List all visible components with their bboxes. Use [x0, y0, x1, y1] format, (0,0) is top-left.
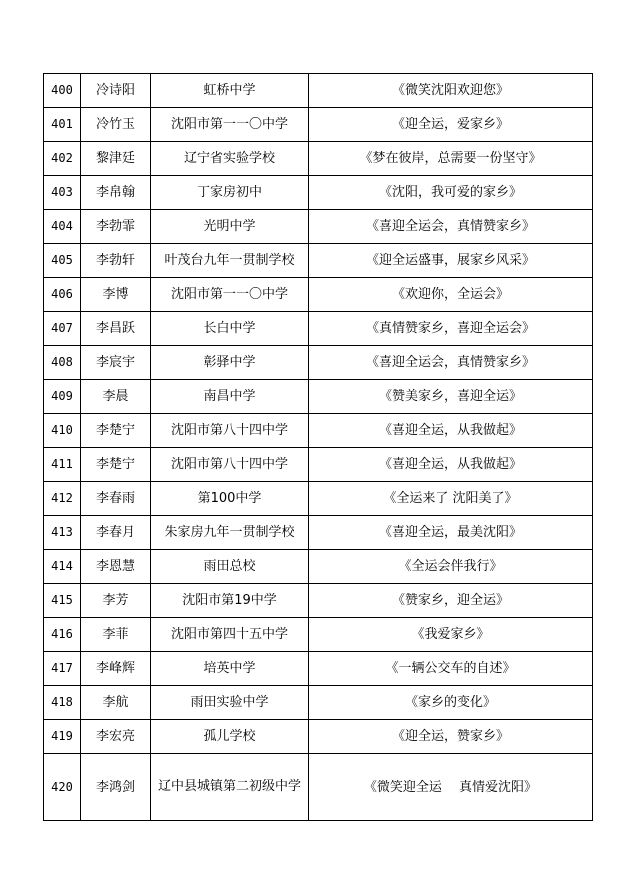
essay-title: 《喜迎全运会，真情赞家乡》	[309, 346, 593, 380]
student-name: 李博	[81, 278, 151, 312]
table-row	[44, 754, 593, 821]
school-name: 叶茂台九年一贯制学校	[151, 244, 309, 278]
essay-title: 《我爱家乡》	[309, 618, 593, 652]
essay-title: 《赞美家乡，喜迎全运》	[309, 380, 593, 414]
student-name: 李宸宇	[81, 346, 151, 380]
school-name: 雨田实验中学	[151, 686, 309, 720]
table-row	[44, 142, 593, 176]
school-name: 光明中学	[151, 210, 309, 244]
essay-title: 《梦在彼岸，总需要一份坚守》	[309, 142, 593, 176]
row-number: 416	[44, 618, 81, 652]
row-number: 417	[44, 652, 81, 686]
essay-title: 《赞家乡，迎全运》	[309, 584, 593, 618]
table-row	[44, 584, 593, 618]
row-number: 407	[44, 312, 81, 346]
essay-title: 《微笑沈阳欢迎您》	[309, 74, 593, 108]
table-row	[44, 686, 593, 720]
row-number: 404	[44, 210, 81, 244]
row-number: 414	[44, 550, 81, 584]
school-name: 彰驿中学	[151, 346, 309, 380]
table-row	[44, 278, 593, 312]
school-name: 培英中学	[151, 652, 309, 686]
student-name: 李勃轩	[81, 244, 151, 278]
table-row	[44, 414, 593, 448]
school-name: 沈阳市第19中学	[151, 584, 309, 618]
student-name: 李勃霏	[81, 210, 151, 244]
table-row	[44, 312, 593, 346]
row-number: 406	[44, 278, 81, 312]
school-name: 孤儿学校	[151, 720, 309, 754]
student-name: 李帛翰	[81, 176, 151, 210]
table-row	[44, 550, 593, 584]
table-row	[44, 618, 593, 652]
row-number: 418	[44, 686, 81, 720]
student-name: 李菲	[81, 618, 151, 652]
school-name: 虹桥中学	[151, 74, 309, 108]
student-name: 李芳	[81, 584, 151, 618]
essay-title: 《喜迎全运会，真情赞家乡》	[309, 210, 593, 244]
entries-table-body	[44, 74, 593, 821]
table-row	[44, 482, 593, 516]
essay-title: 《真情赞家乡，喜迎全运会》	[309, 312, 593, 346]
essay-title: 《家乡的变化》	[309, 686, 593, 720]
school-name: 雨田总校	[151, 550, 309, 584]
table-row	[44, 380, 593, 414]
row-number: 420	[44, 754, 81, 821]
table-row	[44, 244, 593, 278]
essay-title: 《迎全运，赞家乡》	[309, 720, 593, 754]
student-name: 李宏亮	[81, 720, 151, 754]
school-name: 丁家房初中	[151, 176, 309, 210]
row-number: 415	[44, 584, 81, 618]
essay-title: 《全运会伴我行》	[309, 550, 593, 584]
essay-title: 《喜迎全运，从我做起》	[309, 448, 593, 482]
student-name: 李恩慧	[81, 550, 151, 584]
student-name: 李峰辉	[81, 652, 151, 686]
essay-title: 《全运来了 沈阳美了》	[309, 482, 593, 516]
essay-title: 《喜迎全运，从我做起》	[309, 414, 593, 448]
row-number: 412	[44, 482, 81, 516]
table-row	[44, 448, 593, 482]
entries-table	[43, 73, 593, 821]
school-name: 沈阳市第八十四中学	[151, 448, 309, 482]
school-name: 第100中学	[151, 482, 309, 516]
school-name: 南昌中学	[151, 380, 309, 414]
school-name: 沈阳市第四十五中学	[151, 618, 309, 652]
row-number: 410	[44, 414, 81, 448]
row-number: 401	[44, 108, 81, 142]
row-number: 403	[44, 176, 81, 210]
table-row	[44, 346, 593, 380]
student-name: 李航	[81, 686, 151, 720]
student-name: 李春月	[81, 516, 151, 550]
essay-title: 《一辆公交车的自述》	[309, 652, 593, 686]
row-number: 409	[44, 380, 81, 414]
essay-title: 《沈阳，我可爱的家乡》	[309, 176, 593, 210]
table-row	[44, 108, 593, 142]
row-number: 400	[44, 74, 81, 108]
row-number: 413	[44, 516, 81, 550]
student-name: 李楚宁	[81, 448, 151, 482]
student-name: 黎津廷	[81, 142, 151, 176]
row-number: 411	[44, 448, 81, 482]
table-row	[44, 210, 593, 244]
student-name: 李春雨	[81, 482, 151, 516]
row-number: 402	[44, 142, 81, 176]
essay-title: 《微笑迎全运 真情爱沈阳》	[309, 754, 593, 821]
essay-title: 《喜迎全运，最美沈阳》	[309, 516, 593, 550]
student-name: 李昌跃	[81, 312, 151, 346]
school-name: 辽宁省实验学校	[151, 142, 309, 176]
row-number: 419	[44, 720, 81, 754]
table-row	[44, 176, 593, 210]
essay-title: 《迎全运盛事，展家乡风采》	[309, 244, 593, 278]
row-number: 408	[44, 346, 81, 380]
school-name: 沈阳市第一一〇中学	[151, 278, 309, 312]
school-name: 沈阳市第八十四中学	[151, 414, 309, 448]
table-row	[44, 652, 593, 686]
student-name: 冷诗阳	[81, 74, 151, 108]
student-name: 冷竹玉	[81, 108, 151, 142]
essay-title: 《迎全运，爱家乡》	[309, 108, 593, 142]
student-name: 李鸿剑	[81, 754, 151, 821]
table-row	[44, 516, 593, 550]
essay-title: 《欢迎你，全运会》	[309, 278, 593, 312]
student-name: 李楚宁	[81, 414, 151, 448]
row-number: 405	[44, 244, 81, 278]
school-name: 沈阳市第一一〇中学	[151, 108, 309, 142]
table-row	[44, 74, 593, 108]
school-name: 辽中县城镇第二初级中学	[151, 754, 309, 821]
school-name: 朱家房九年一贯制学校	[151, 516, 309, 550]
student-name: 李晨	[81, 380, 151, 414]
table-row	[44, 720, 593, 754]
school-name: 长白中学	[151, 312, 309, 346]
